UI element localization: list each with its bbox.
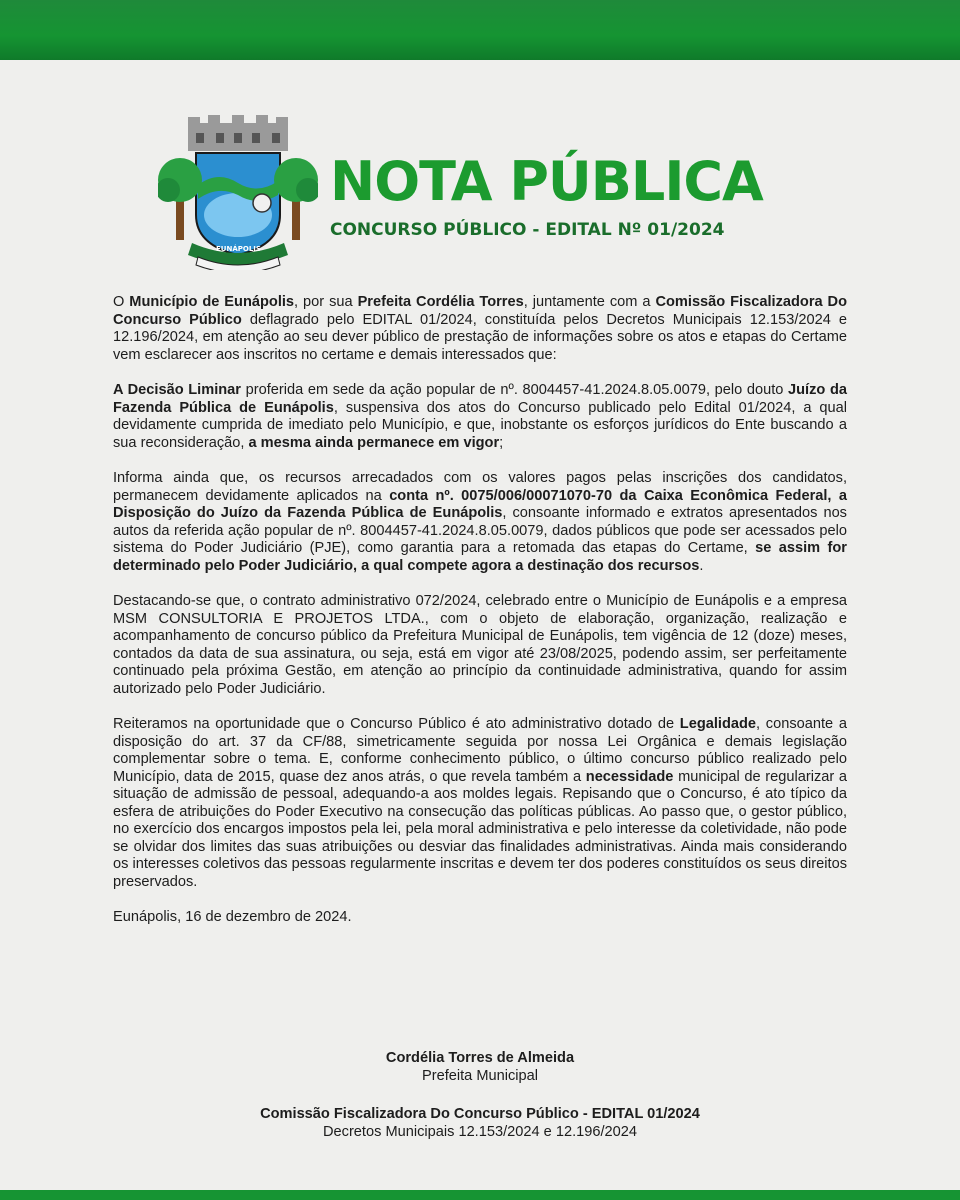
- crest-label: EUNÁPOLIS: [216, 245, 261, 253]
- emphasis-text: Município de Eunápolis: [129, 294, 295, 310]
- bottom-green-bar: [0, 1190, 960, 1200]
- header: [158, 115, 818, 270]
- signatory-name: Cordélia Torres de Almeida: [385, 1050, 575, 1066]
- body-text: Informa ainda que, os recursos arrecadados com os valores pagos pelas inscrições dos candidatos, permanecem devidamente aplicados na: [113, 470, 847, 504]
- body-text: Reiteramos na oportunidade que o Concurso Público é ato administrativo dotado de: [113, 716, 680, 732]
- page-title: NOTA PÚBLICA: [330, 150, 763, 213]
- emphasis-text: a mesma ainda permanece em vigor: [248, 434, 500, 451]
- body-paragraph: [113, 294, 847, 364]
- commission-name: Comissão Fiscalizadora Do Concurso Público - EDITAL 01/2024: [260, 1106, 700, 1122]
- body-text: , consoante a disposição do art. 37 da CF/88, simetricamente seguida por nossa Lei Orgânica e demais legislação complementar sobre o tema. E, conforme conhecimento público, o último concurso público realizado pelo Município, data de 2015, quase dez anos atrás, o que revela também a: [113, 716, 847, 785]
- body-text: municipal de regularizar a situação de admissão de pessoal, adequando-a aos moldes legais. Repisando que o Concurso, é ato típico da esfera de atribuições do Poder Executivo na consecução das políticas públicas. Ao passo que, o gestor público, no exercício dos encargos impostos pela lei, pela moral administrativa e pelo interesse da coletividade, não pode se olvidar dos limites das suas atribuições ou desviar das finalidades administrativas. Ainda mais considerando os interesses coletivos das pessoas regularmente inscritas e devem ter dos poderes constituídos os seus direitos preservados.: [113, 768, 847, 890]
- emphasis-text: Legalidade: [679, 716, 757, 732]
- body-text: O: [113, 294, 130, 310]
- top-green-bar: [0, 0, 960, 60]
- body-text: , por sua: [294, 294, 358, 310]
- body-text: Destacando-se que, o contrato administrativo 072/2024, celebrado entre o Município de Eunápolis e a empresa MSM CONSULTORIA E PROJETOS LTDA., com o objeto de elaboração, organização, realização e acompanhamento de concurso público da Prefeitura Municipal de Eunápolis, tem vigência de 12 (doze) meses, contados da data de sua assinatura, ou seja, está em vigor até 23/08/2025, podendo assim, ser perfeitamente continuado pela próxima Gestão, em atenção ao princípio da continuidade administrativa, quando for assim autorizado pelo Poder Judiciário.: [113, 593, 847, 697]
- emphasis-text: A Decisão Liminar: [113, 382, 241, 398]
- body-paragraph: [113, 593, 847, 698]
- commission-decrees: Decretos Municipais 12.153/2024 e 12.196/2024: [323, 1123, 637, 1140]
- emphasis-text: necessidade: [585, 768, 674, 785]
- emphasis-text: Comissão Fiscalizadora Do Concurso Público: [113, 294, 848, 328]
- body-text: , juntamente com a: [523, 294, 656, 310]
- body-paragraph: [113, 470, 847, 575]
- body-text: deflagrado pelo EDITAL 01/2024, constituída pelos Decretos Municipais 12.153/2024 e 12.196/2024, em atenção ao seu dever público de prestação de informações sobre os atos e etapas do Certame vem esclarecer aos inscritos no certame e demais interessados que:: [113, 311, 847, 363]
- signatory-role: Prefeita Municipal: [422, 1067, 538, 1084]
- body-paragraph: [113, 382, 847, 452]
- page-subtitle: CONCURSO PÚBLICO - EDITAL Nº 01/2024: [330, 220, 725, 240]
- body-paragraph: [113, 716, 847, 891]
- notice-body: [113, 294, 847, 927]
- commission-block: [113, 1106, 847, 1141]
- date-line: Eunápolis, 16 de dezembro de 2024.: [113, 909, 352, 925]
- signature-block: [113, 1050, 847, 1085]
- body-text: .: [699, 557, 704, 574]
- emphasis-text: Juízo da Fazenda Pública de Eunápolis: [113, 382, 847, 416]
- paragraphs: [113, 294, 847, 891]
- emphasis-text: se assim for determinado pelo Poder Judiciário, a qual compete agora a destinação dos recursos: [113, 540, 847, 574]
- body-text: , consoante informado e extratos apresentados nos autos da referida ação popular de nº. 8004457-41.2024.8.05.0079, dados públicos que pode ser acessados pelo sistema do Poder Judiciário (PJE), como garantia para a retomada das etapas do Certame,: [113, 505, 847, 556]
- body-text: ;: [499, 434, 504, 451]
- emphasis-text: Prefeita Cordélia Torres: [357, 294, 524, 310]
- body-text: proferida em sede da ação popular de nº. 8004457-41.2024.8.05.0079, pelo douto: [240, 382, 789, 398]
- body-text: , suspensiva dos atos do Concurso publicado pelo Edital 01/2024, a qual devidamente cumprida de imediato pelo Município, e que, inobstante os esforços jurídicos do Ente buscando a sua reconsideração,: [113, 399, 847, 451]
- emphasis-text: conta nº. 0075/006/00071070-70 da Caixa Econômica Federal, a Disposição do Juízo da Fazenda Pública de Eunápolis: [113, 487, 847, 521]
